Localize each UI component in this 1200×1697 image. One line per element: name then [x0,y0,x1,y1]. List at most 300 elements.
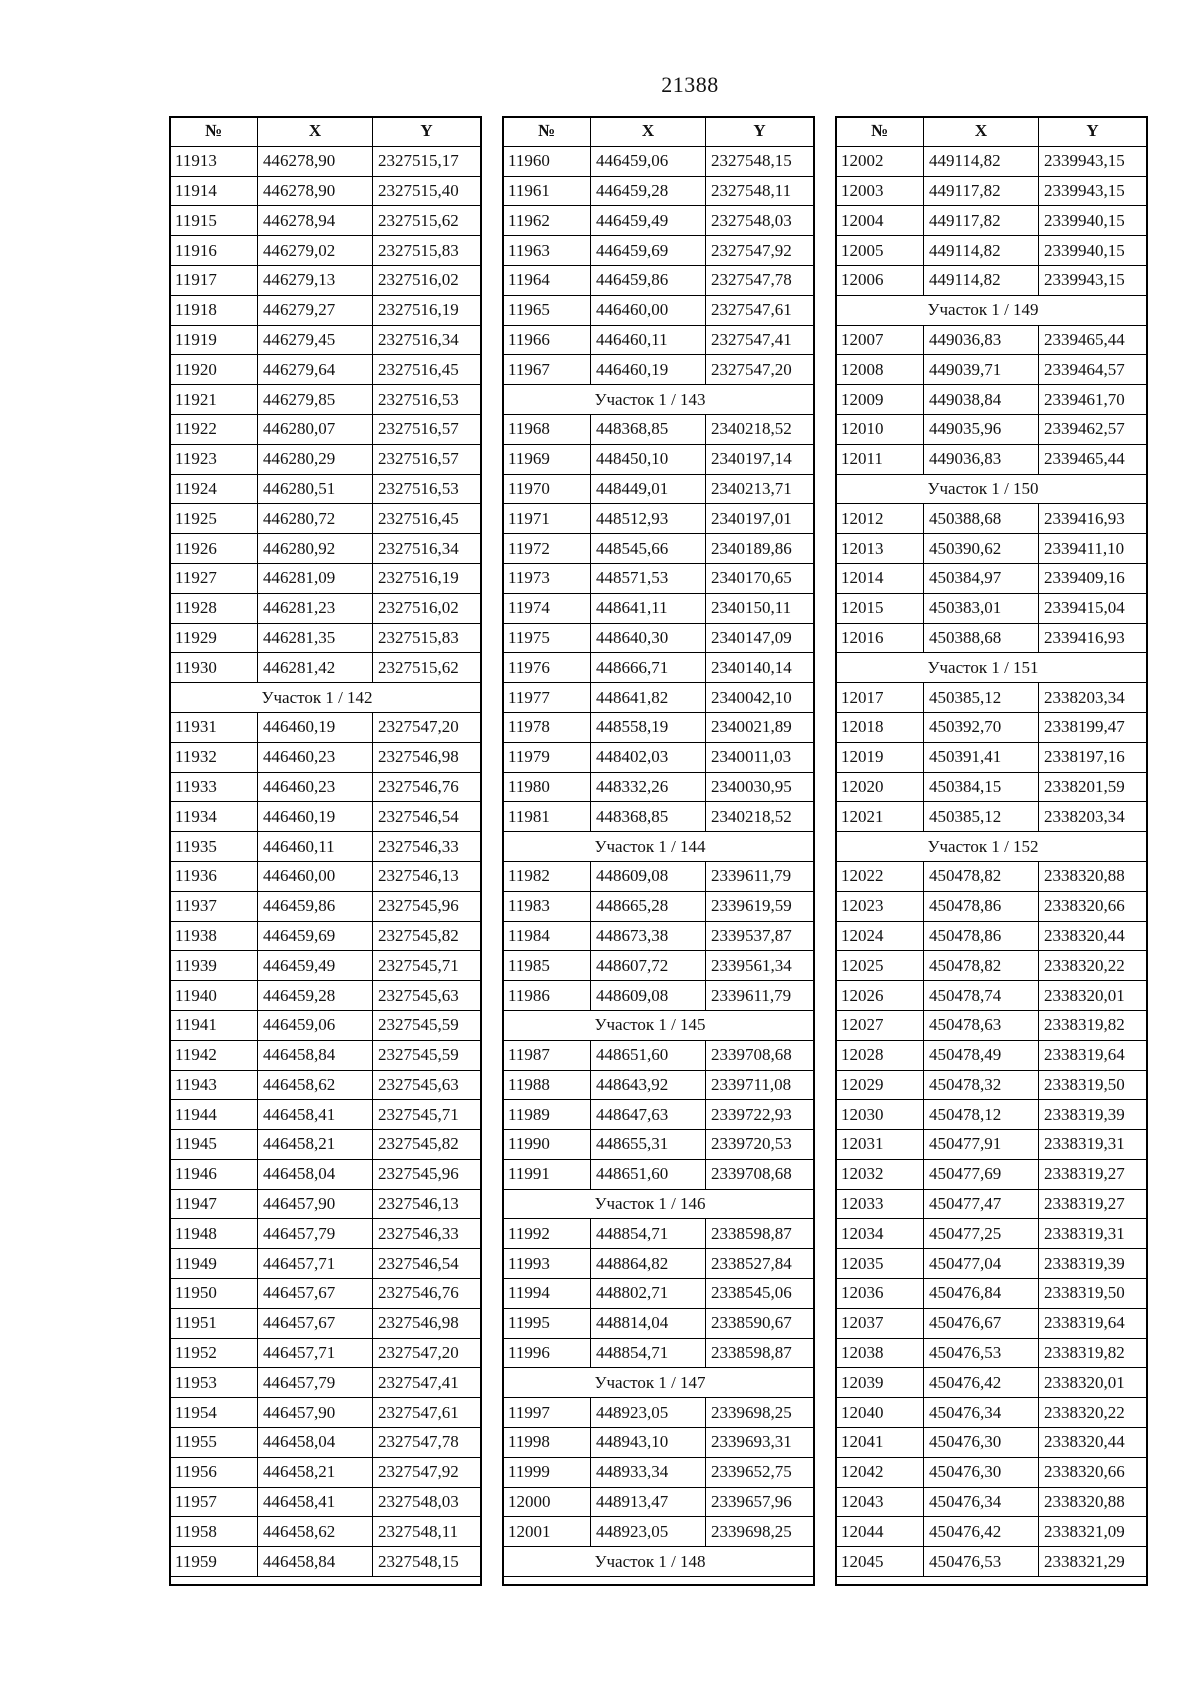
x-coordinate-cell: 446279,13 [258,265,373,295]
x-coordinate-cell: 448641,82 [591,683,706,713]
x-coordinate-cell: 446459,86 [258,891,373,921]
x-coordinate-cell: 446460,19 [591,355,706,385]
table-row [836,861,1147,891]
table-row [170,534,481,564]
y-coordinate-cell: 2338319,64 [1039,1040,1147,1070]
point-number-cell: 12007 [836,325,924,355]
x-coordinate-cell: 450385,12 [924,683,1039,713]
point-number-cell: 11919 [170,325,258,355]
y-coordinate-cell: 2339940,15 [1039,236,1147,266]
point-number-cell: 11970 [503,474,591,504]
point-number-cell: 11921 [170,385,258,415]
point-number-cell: 11990 [503,1130,591,1160]
y-column-header: Y [373,117,481,147]
x-coordinate-cell: 450385,12 [924,802,1039,832]
y-coordinate-cell: 2327547,78 [373,1428,481,1458]
section-label-text: Участок 1 / 144 [594,836,706,856]
x-coordinate-cell: 446460,23 [258,742,373,772]
point-number-cell: 11940 [170,981,258,1011]
x-coordinate-cell: 446458,84 [258,1040,373,1070]
table-row [503,295,814,325]
x-coordinate-cell: 450388,68 [924,504,1039,534]
point-number-cell: 11955 [170,1428,258,1458]
y-coordinate-cell: 2339619,59 [706,891,814,921]
y-coordinate-cell: 2338319,50 [1039,1070,1147,1100]
point-number-cell: 11960 [503,146,591,176]
y-coordinate-cell: 2327547,92 [706,236,814,266]
x-coordinate-cell: 450478,12 [924,1100,1039,1130]
y-coordinate-cell: 2340170,65 [706,563,814,593]
section-label-text: Участок 1 / 150 [927,478,1039,498]
table-row [170,206,481,236]
y-coordinate-cell: 2340218,52 [706,414,814,444]
x-coordinate-cell: 450478,74 [924,981,1039,1011]
point-number-cell: 12039 [836,1368,924,1398]
point-number-cell: 12022 [836,861,924,891]
table-row [836,1517,1147,1547]
table-row [170,236,481,266]
y-coordinate-cell: 2340030,95 [706,772,814,802]
table-row [503,325,814,355]
table-row [503,1100,814,1130]
point-number-cell: 12041 [836,1428,924,1458]
point-number-cell: 12035 [836,1249,924,1279]
point-number-cell: 11928 [170,593,258,623]
point-number-cell: 11918 [170,295,258,325]
table-row [170,623,481,653]
table-row [170,474,481,504]
point-number-cell: 12003 [836,176,924,206]
table-row [836,1338,1147,1368]
y-coordinate-cell: 2339416,93 [1039,504,1147,534]
y-coordinate-cell: 2339657,96 [706,1487,814,1517]
table-row [503,593,814,623]
point-number-cell: 11922 [170,414,258,444]
x-coordinate-cell: 448943,10 [591,1428,706,1458]
point-number-cell: 11939 [170,951,258,981]
point-number-cell: 11917 [170,265,258,295]
table-row [503,146,814,176]
y-coordinate-cell: 2338319,50 [1039,1279,1147,1309]
point-number-cell: 11978 [503,712,591,742]
x-coordinate-cell: 446281,23 [258,593,373,623]
table-row [170,146,481,176]
y-coordinate-cell: 2327515,83 [373,623,481,653]
table-row [170,1249,481,1279]
point-number-cell: 11997 [503,1398,591,1428]
y-coordinate-cell: 2338319,82 [1039,1338,1147,1368]
section-row [503,832,814,862]
y-coordinate-cell: 2339943,15 [1039,176,1147,206]
y-coordinate-cell: 2327545,96 [373,891,481,921]
point-number-cell: 11936 [170,861,258,891]
table-row [836,1398,1147,1428]
y-coordinate-cell: 2338320,88 [1039,861,1147,891]
y-coordinate-cell: 2340021,89 [706,712,814,742]
table-row [836,742,1147,772]
table-row [503,1308,814,1338]
x-coordinate-cell: 446458,04 [258,1159,373,1189]
table-row [170,1338,481,1368]
point-number-cell: 11981 [503,802,591,832]
point-number-cell: 12001 [503,1517,591,1547]
x-coordinate-cell: 448673,38 [591,921,706,951]
table-row [836,1070,1147,1100]
section-label-text: Участок 1 / 146 [594,1194,706,1214]
x-coordinate-cell: 446458,21 [258,1457,373,1487]
y-coordinate-cell: 2338320,44 [1039,1428,1147,1458]
table-row [836,534,1147,564]
table-row [836,1219,1147,1249]
table-row [836,355,1147,385]
table-row [170,921,481,951]
table-row [170,414,481,444]
table-row [503,623,814,653]
table-row [170,891,481,921]
point-number-cell: 11913 [170,146,258,176]
point-number-cell: 11966 [503,325,591,355]
point-number-cell: 12045 [836,1547,924,1577]
y-coordinate-cell: 2339561,34 [706,951,814,981]
section-row [503,1189,814,1219]
x-coordinate-cell: 446460,19 [258,712,373,742]
y-coordinate-cell: 2338320,88 [1039,1487,1147,1517]
x-coordinate-cell: 450476,84 [924,1279,1039,1309]
y-coordinate-cell: 2338319,82 [1039,1010,1147,1040]
x-coordinate-cell: 446457,71 [258,1249,373,1279]
table-row [170,385,481,415]
x-coordinate-cell: 449114,82 [924,146,1039,176]
table-row [503,534,814,564]
x-coordinate-cell: 446459,49 [591,206,706,236]
x-coordinate-cell: 446280,92 [258,534,373,564]
table-row [170,1130,481,1160]
x-coordinate-cell: 450478,63 [924,1010,1039,1040]
y-coordinate-cell: 2340213,71 [706,474,814,504]
point-number-cell: 12042 [836,1457,924,1487]
y-coordinate-cell: 2339722,93 [706,1100,814,1130]
x-coordinate-cell: 446278,90 [258,176,373,206]
point-number-cell: 11914 [170,176,258,206]
point-number-cell: 12028 [836,1040,924,1070]
point-number-cell: 11920 [170,355,258,385]
x-coordinate-cell: 446457,79 [258,1219,373,1249]
table-row [836,206,1147,236]
point-number-cell: 12026 [836,981,924,1011]
table-row [170,832,481,862]
table-row [503,355,814,385]
section-label-text: Участок 1 / 147 [594,1372,706,1392]
section-label [503,1189,814,1219]
point-number-cell: 11951 [170,1308,258,1338]
y-coordinate-cell: 2327515,83 [373,236,481,266]
y-coordinate-cell: 2327545,71 [373,951,481,981]
point-number-cell: 11959 [170,1547,258,1577]
table-row [503,1487,814,1517]
x-coordinate-cell: 449036,83 [924,325,1039,355]
y-coordinate-cell: 2327545,71 [373,1100,481,1130]
table-row [170,504,481,534]
y-coordinate-cell: 2339708,68 [706,1040,814,1070]
point-number-cell: 11977 [503,683,591,713]
table-row [170,772,481,802]
table-row [503,1517,814,1547]
table-row [503,891,814,921]
x-coordinate-cell: 449039,71 [924,355,1039,385]
table-row [503,236,814,266]
point-number-cell: 11946 [170,1159,258,1189]
x-coordinate-cell: 450478,82 [924,861,1039,891]
point-number-cell: 11948 [170,1219,258,1249]
point-number-cell: 12040 [836,1398,924,1428]
x-coordinate-cell: 450477,69 [924,1159,1039,1189]
y-coordinate-cell: 2340218,52 [706,802,814,832]
y-coordinate-cell: 2339698,25 [706,1517,814,1547]
point-number-cell: 11964 [503,265,591,295]
x-coordinate-cell: 446278,90 [258,146,373,176]
table-row [836,981,1147,1011]
point-number-cell: 12000 [503,1487,591,1517]
table-row [503,1249,814,1279]
section-label [503,385,814,415]
x-coordinate-cell: 446457,71 [258,1338,373,1368]
x-coordinate-cell: 446279,02 [258,236,373,266]
table-row [503,1219,814,1249]
table-row [503,1159,814,1189]
point-number-cell: 12002 [836,146,924,176]
x-coordinate-cell: 450476,30 [924,1428,1039,1458]
x-coordinate-cell: 446281,35 [258,623,373,653]
y-coordinate-cell: 2338320,22 [1039,951,1147,981]
point-number-cell: 12032 [836,1159,924,1189]
x-coordinate-cell: 446460,19 [258,802,373,832]
x-coordinate-cell: 450476,34 [924,1398,1039,1428]
x-coordinate-cell: 446459,86 [591,265,706,295]
table-row [836,1457,1147,1487]
table-row [170,1159,481,1189]
y-coordinate-cell: 2338527,84 [706,1249,814,1279]
x-coordinate-cell: 448640,30 [591,623,706,653]
table-row [170,593,481,623]
x-coordinate-cell: 449114,82 [924,236,1039,266]
table-row [836,385,1147,415]
table-row [170,861,481,891]
point-number-cell: 12009 [836,385,924,415]
section-row [170,683,481,713]
point-number-cell: 12031 [836,1130,924,1160]
y-coordinate-cell: 2339411,10 [1039,534,1147,564]
section-label [503,832,814,862]
x-coordinate-cell: 448558,19 [591,712,706,742]
y-coordinate-cell: 2327545,82 [373,1130,481,1160]
point-number-cell: 11934 [170,802,258,832]
table-row [836,1189,1147,1219]
x-coordinate-cell: 446458,41 [258,1487,373,1517]
x-coordinate-cell: 446459,28 [258,981,373,1011]
point-number-cell: 12006 [836,265,924,295]
point-number-cell: 12029 [836,1070,924,1100]
x-coordinate-cell: 449117,82 [924,176,1039,206]
point-number-cell: 11926 [170,534,258,564]
x-coordinate-cell: 450477,04 [924,1249,1039,1279]
number-column-header: № [503,117,591,147]
table-row [170,1457,481,1487]
x-coordinate-cell: 450478,82 [924,951,1039,981]
point-number-cell: 12034 [836,1219,924,1249]
table-header-row [836,117,1147,147]
y-coordinate-cell: 2327516,02 [373,593,481,623]
point-number-cell: 11968 [503,414,591,444]
y-coordinate-cell: 2338203,34 [1039,683,1147,713]
y-coordinate-cell: 2338320,22 [1039,1398,1147,1428]
point-number-cell: 11937 [170,891,258,921]
y-coordinate-cell: 2338203,34 [1039,802,1147,832]
y-coordinate-cell: 2338201,59 [1039,772,1147,802]
y-coordinate-cell: 2327547,20 [373,712,481,742]
table-row [836,1487,1147,1517]
point-number-cell: 11974 [503,593,591,623]
y-coordinate-cell: 2327546,54 [373,802,481,832]
x-coordinate-cell: 448512,93 [591,504,706,534]
section-label [503,1368,814,1398]
y-coordinate-cell: 2338319,39 [1039,1249,1147,1279]
section-label [503,1547,814,1577]
section-row [503,385,814,415]
section-row [836,474,1147,504]
x-coordinate-cell: 450477,91 [924,1130,1039,1160]
point-number-cell: 12014 [836,563,924,593]
table-row [836,683,1147,713]
x-coordinate-cell: 446458,04 [258,1428,373,1458]
y-coordinate-cell: 2338590,67 [706,1308,814,1338]
x-coordinate-cell: 446280,29 [258,444,373,474]
section-row [836,653,1147,683]
table-row [836,1547,1147,1577]
point-number-cell: 11952 [170,1338,258,1368]
table-row [503,504,814,534]
section-row [503,1368,814,1398]
point-number-cell: 12021 [836,802,924,832]
point-number-cell: 11998 [503,1428,591,1458]
y-coordinate-cell: 2340197,14 [706,444,814,474]
y-coordinate-cell: 2327547,61 [373,1398,481,1428]
point-number-cell: 11957 [170,1487,258,1517]
table-row [503,802,814,832]
y-coordinate-cell: 2339464,57 [1039,355,1147,385]
y-coordinate-cell: 2338319,39 [1039,1100,1147,1130]
x-coordinate-cell: 450383,01 [924,593,1039,623]
table-row [836,1159,1147,1189]
section-row [503,1547,814,1577]
y-coordinate-cell: 2327516,57 [373,414,481,444]
number-column-header: № [170,117,258,147]
point-number-cell: 11999 [503,1457,591,1487]
y-coordinate-cell: 2338319,27 [1039,1159,1147,1189]
table-row [170,653,481,683]
point-number-cell: 11935 [170,832,258,862]
section-label [836,474,1147,504]
page-number: 21388 [661,72,719,97]
point-number-cell: 11969 [503,444,591,474]
point-number-cell: 12017 [836,683,924,713]
x-coordinate-cell: 448933,34 [591,1457,706,1487]
table-row [170,1219,481,1249]
point-number-cell: 12030 [836,1100,924,1130]
table-row [170,1308,481,1338]
table-row [170,295,481,325]
x-coordinate-cell: 450478,86 [924,891,1039,921]
x-coordinate-cell: 446459,49 [258,951,373,981]
x-coordinate-cell: 448854,71 [591,1338,706,1368]
point-number-cell: 11930 [170,653,258,683]
y-column-header: Y [1039,117,1147,147]
x-coordinate-cell: 446457,90 [258,1398,373,1428]
x-coordinate-cell: 448864,82 [591,1249,706,1279]
table-row [170,265,481,295]
x-coordinate-cell: 448814,04 [591,1308,706,1338]
table-row [170,802,481,832]
table-row [836,236,1147,266]
section-label-text: Участок 1 / 142 [261,687,373,707]
point-number-cell: 11971 [503,504,591,534]
coordinates-table-2 [502,116,814,1577]
table-row [503,742,814,772]
table-row [170,355,481,385]
y-coordinate-cell: 2338319,64 [1039,1308,1147,1338]
x-coordinate-cell: 450478,32 [924,1070,1039,1100]
point-number-cell: 11984 [503,921,591,951]
x-coordinate-cell: 450478,49 [924,1040,1039,1070]
table-row [503,653,814,683]
x-coordinate-cell: 446280,51 [258,474,373,504]
table-row [170,1279,481,1309]
x-coordinate-cell: 448666,71 [591,653,706,683]
x-coordinate-cell: 446279,27 [258,295,373,325]
x-coordinate-cell: 446458,21 [258,1130,373,1160]
y-coordinate-cell: 2339943,15 [1039,146,1147,176]
y-coordinate-cell: 2327516,53 [373,385,481,415]
point-number-cell: 11996 [503,1338,591,1368]
y-coordinate-cell: 2339465,44 [1039,325,1147,355]
y-coordinate-cell: 2338319,31 [1039,1130,1147,1160]
y-coordinate-cell: 2327546,98 [373,1308,481,1338]
table-row [503,951,814,981]
point-number-cell: 11995 [503,1308,591,1338]
y-coordinate-cell: 2327548,11 [373,1517,481,1547]
point-number-cell: 11975 [503,623,591,653]
table-row [170,1010,481,1040]
x-coordinate-cell: 448609,08 [591,861,706,891]
x-coordinate-cell: 450477,47 [924,1189,1039,1219]
y-coordinate-cell: 2338320,01 [1039,1368,1147,1398]
x-column-header: X [258,117,373,147]
y-coordinate-cell: 2338320,44 [1039,921,1147,951]
section-label-text: Участок 1 / 145 [594,1015,706,1035]
table-row [170,1100,481,1130]
y-coordinate-cell: 2339698,25 [706,1398,814,1428]
point-number-cell: 11967 [503,355,591,385]
point-number-cell: 11945 [170,1130,258,1160]
table-row [836,951,1147,981]
x-coordinate-cell: 448655,31 [591,1130,706,1160]
table-row [503,683,814,713]
point-number-cell: 11965 [503,295,591,325]
table-row [836,325,1147,355]
table-row [836,1279,1147,1309]
table-row [836,593,1147,623]
table-row [836,1368,1147,1398]
point-number-cell: 11991 [503,1159,591,1189]
